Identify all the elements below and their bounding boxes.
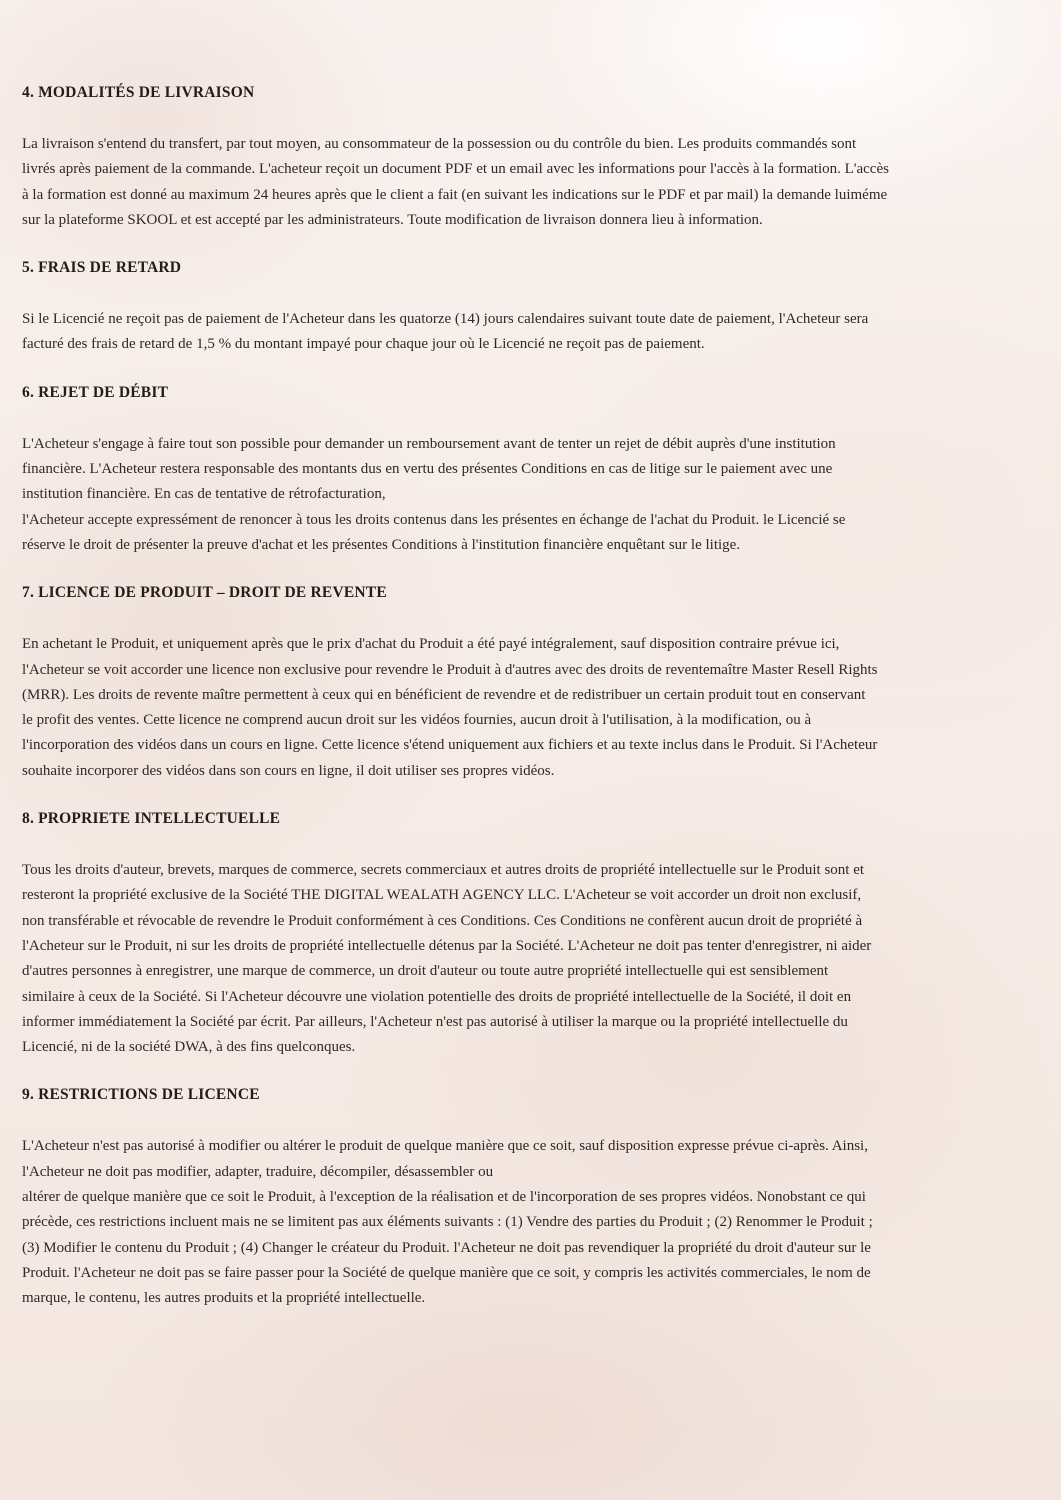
section-chargeback (22, 382, 1042, 558)
section-late-fees (22, 257, 1042, 358)
document-page (22, 82, 1042, 1336)
text-line: Produit. l'Acheteur ne doit pas se faire passer pour la Société de quelque manière que ce soit, y compris les activités commerciales, le nom de (22, 1264, 871, 1281)
text-line: facturé des frais de retard de 1,5 % du montant impayé pour chaque jour où le Licencié ne reçoit pas de paiement. (22, 336, 705, 353)
text-line: altérer de quelque manière que ce soit le Produit, à l'exception de la réalisation et de l'incorporation de ses propres vidéos. Nonobstant ce qui (22, 1189, 866, 1206)
text-line: l'incorporation des vidéos dans un cours en ligne. Cette licence s'étend uniquement aux fichiers et au texte inclus dans le Produit. Si l'Acheteur (22, 737, 878, 754)
text-line: Si le Licencié ne reçoit pas de paiement de l'Acheteur dans les quatorze (14) jours calendaires suivant toute date de paiement, l'Acheteur sera (22, 311, 869, 328)
text-line: financière. L'Acheteur restera responsable des montants dus en vertu des présentes Conditions en cas de litige sur le paiement avec une (22, 461, 833, 478)
section-title: 5. FRAIS DE RETARD (22, 259, 182, 277)
section-body (22, 858, 1042, 1060)
text-line: à la formation est donné au maximum 24 heures après que le client a fait (en suivant les indications sur le PDF et par mail) la demande luiméme (22, 186, 888, 203)
section-delivery (22, 82, 1042, 233)
text-line: L'Acheteur s'engage à faire tout son possible pour demander un remboursement avant de tenter un rejet de débit auprès d'une institution (22, 435, 836, 452)
text-line: resteront la propriété exclusive de la Société THE DIGITAL WEALATH AGENCY LLC. L'Acheteur se voit accorder un droit non exclusif, (22, 887, 862, 904)
section-body (22, 1134, 1042, 1311)
text-line: livrés après paiement de la commande. L'acheteur reçoit un document PDF et un email avec les informations pour l'accès à la formation. L'accès (22, 161, 889, 178)
text-line: similaire à ceux de la Société. Si l'Acheteur découvre une violation potentielle des droits de propriété intellectuelle de la Société, il doit en (22, 988, 852, 1005)
section-title: 4. MODALITÉS DE LIVRAISON (22, 84, 255, 101)
text-line: Tous les droits d'auteur, brevets, marques de commerce, secrets commerciaux et autres droits de propriété intellectuelle sur le Produit sont et (22, 862, 865, 879)
text-line: le profit des ventes. Cette licence ne comprend aucun droit sur les vidéos fournies, aucun droit à l'utilisation, à la modification, ou à (22, 712, 812, 729)
text-line: (3) Modifier le contenu du Produit ; (4) Changer le créateur du Produit. l'Acheteur ne doit pas revendiquer la propriété du droit d'auteur sur le (22, 1239, 871, 1256)
text-line: réserve le droit de présenter la preuve d'achat et les présentes Conditions à l'institution financière enquêtant sur le litige. (22, 536, 741, 553)
section-title: 7. LICENCE DE PRODUIT – DROIT DE REVENTE (22, 584, 387, 602)
text-line: sur la plateforme SKOOL et est accepté par les administrateurs. Toute modification de livraison donnera lieu à information. (22, 211, 763, 228)
text-line: l'Acheteur sur le Produit, ni sur les droits de propriété intellectuelle détenus par la Société. L'Acheteur ne doit pas tenter d'enregistrer, ni aider (22, 937, 872, 954)
section-title: 8. PROPRIETE INTELLECTUELLE (22, 810, 281, 828)
section-body (22, 432, 1042, 558)
text-line: l'Acheteur accepte expressément de renoncer à tous les droits contenus dans les présentes en échange de l'achat du Produit. le Licencié se (22, 511, 846, 528)
text-line: souhaite incorporer des vidéos dans son cours en ligne, il doit utiliser ses propres vidéos. (22, 762, 555, 779)
text-line: En achetant le Produit, et uniquement après que le prix d'achat du Produit a été payé intégralement, sauf disposition contraire prévue ici, (22, 636, 840, 653)
text-line: précède, ces restrictions incluent mais ne se limitent pas aux éléments suivants : (1) Vendre des parties du Produit ; (2) Renommer le Produit ; (22, 1214, 873, 1231)
text-line: d'autres personnes à enregistrer, une marque de commerce, un droit d'auteur ou toute autre propriété intellectuelle qui est sensiblement (22, 963, 829, 980)
section-product-license (22, 582, 1042, 784)
text-line: Licencié, ni de la société DWA, à des fins quelconques. (22, 1039, 356, 1056)
text-line: l'Acheteur se voit accorder une licence non exclusive pour revendre le Produit à d'autres avec des droits de reventemaître Master Resell Rights (22, 661, 878, 678)
section-intellectual-property (22, 808, 1042, 1060)
text-line: marque, le contenu, les autres produits et la propriété intellectuelle. (22, 1290, 426, 1307)
section-title: 9. RESTRICTIONS DE LICENCE (22, 1086, 260, 1104)
text-line: La livraison s'entend du transfert, par tout moyen, au consommateur de la possession ou du contrôle du bien. Les produits commandés sont (22, 136, 857, 152)
text-line: (MRR). Les droits de revente maître permettent à ceux qui en bénéficient de revendre et de redistribuer un certain produit tout en conservant (22, 686, 866, 703)
text-line: informer immédiatement la Société par écrit. Par ailleurs, l'Acheteur n'est pas autorisé à utiliser la marque ou la propriété intellectuelle du (22, 1013, 848, 1030)
text-line: non transférable et révocable de revendre le Produit conformément à ces Conditions. Ces Conditions ne confèrent aucun droit de propriété à (22, 912, 863, 929)
section-body (22, 132, 1042, 233)
section-body (22, 632, 1042, 784)
text-line: l'Acheteur ne doit pas modifier, adapter, traduire, décompiler, désassembler ou (22, 1163, 494, 1180)
section-body (22, 307, 1042, 358)
section-license-restrictions (22, 1084, 1042, 1311)
section-title: 6. REJET DE DÉBIT (22, 383, 169, 401)
text-line: institution financière. En cas de tentative de rétrofacturation, (22, 486, 386, 503)
text-line: L'Acheteur n'est pas autorisé à modifier ou altérer le produit de quelque manière que ce soit, sauf disposition expresse prévue ci-après. Ainsi, (22, 1138, 868, 1155)
